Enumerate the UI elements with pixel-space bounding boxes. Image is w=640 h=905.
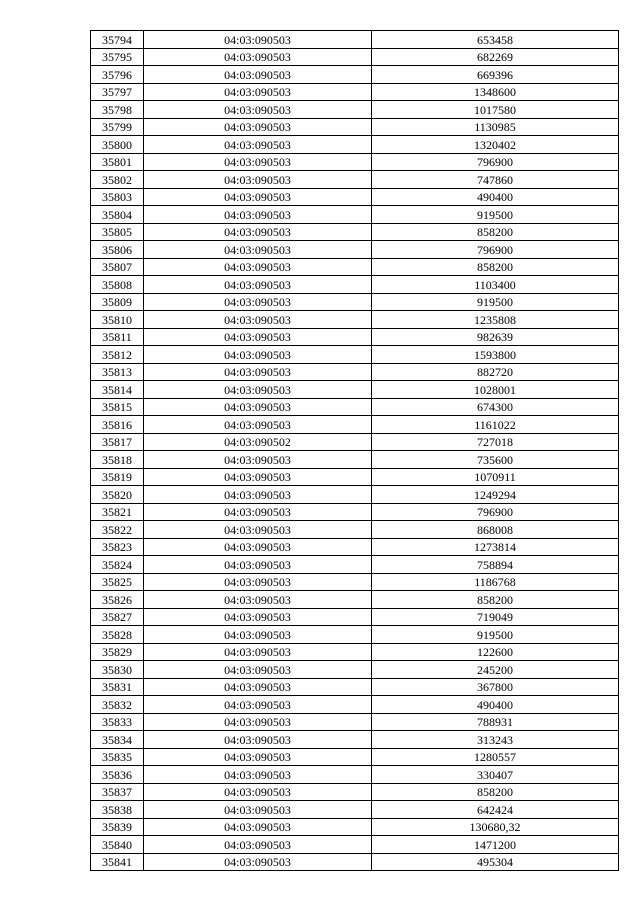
table-row (91, 451, 619, 469)
row-number-cell: 35816 (91, 416, 144, 434)
amount-cell: 490400 (372, 696, 619, 714)
table-row (91, 363, 619, 381)
row-number-cell: 35800 (91, 136, 144, 154)
amount-cell: 796900 (372, 153, 619, 171)
amount-cell: 882720 (372, 363, 619, 381)
code-cell: 04:03:090503 (144, 591, 372, 609)
table-row (91, 608, 619, 626)
amount-cell: 669396 (372, 66, 619, 84)
row-number-cell: 35836 (91, 766, 144, 784)
row-number-cell: 35797 (91, 83, 144, 101)
row-number-cell: 35802 (91, 171, 144, 189)
amount-cell: 495304 (372, 853, 619, 871)
table-row (91, 801, 619, 819)
table-row (91, 398, 619, 416)
row-number-cell: 35809 (91, 293, 144, 311)
code-cell: 04:03:090503 (144, 118, 372, 136)
code-cell: 04:03:090503 (144, 573, 372, 591)
table-row (91, 626, 619, 644)
amount-cell: 788931 (372, 713, 619, 731)
table-row (91, 31, 619, 49)
code-cell: 04:03:090503 (144, 661, 372, 679)
table-body (91, 31, 619, 871)
table-row (91, 836, 619, 854)
code-cell: 04:03:090503 (144, 276, 372, 294)
code-cell: 04:03:090503 (144, 241, 372, 259)
table-row (91, 853, 619, 871)
row-number-cell: 35837 (91, 783, 144, 801)
amount-cell: 796900 (372, 241, 619, 259)
code-cell: 04:03:090503 (144, 608, 372, 626)
code-cell: 04:03:090503 (144, 188, 372, 206)
table-row (91, 538, 619, 556)
row-number-cell: 35828 (91, 626, 144, 644)
table-row (91, 573, 619, 591)
row-number-cell: 35841 (91, 853, 144, 871)
table-row (91, 783, 619, 801)
amount-cell: 682269 (372, 48, 619, 66)
amount-cell: 130680,32 (372, 818, 619, 836)
code-cell: 04:03:090503 (144, 678, 372, 696)
amount-cell: 642424 (372, 801, 619, 819)
table-row (91, 153, 619, 171)
code-cell: 04:03:090503 (144, 818, 372, 836)
row-number-cell: 35814 (91, 381, 144, 399)
code-cell: 04:03:090503 (144, 346, 372, 364)
code-cell: 04:03:090503 (144, 556, 372, 574)
row-number-cell: 35808 (91, 276, 144, 294)
code-cell: 04:03:090503 (144, 223, 372, 241)
table-row (91, 591, 619, 609)
amount-cell: 735600 (372, 451, 619, 469)
table-row (91, 311, 619, 329)
row-number-cell: 35838 (91, 801, 144, 819)
row-number-cell: 35821 (91, 503, 144, 521)
amount-cell: 1320402 (372, 136, 619, 154)
data-table (90, 30, 619, 871)
row-number-cell: 35831 (91, 678, 144, 696)
row-number-cell: 35794 (91, 31, 144, 49)
code-cell: 04:03:090503 (144, 713, 372, 731)
code-cell: 04:03:090503 (144, 836, 372, 854)
amount-cell: 919500 (372, 206, 619, 224)
row-number-cell: 35824 (91, 556, 144, 574)
row-number-cell: 35834 (91, 731, 144, 749)
amount-cell: 490400 (372, 188, 619, 206)
row-number-cell: 35835 (91, 748, 144, 766)
table-row (91, 328, 619, 346)
amount-cell: 919500 (372, 293, 619, 311)
code-cell: 04:03:090503 (144, 31, 372, 49)
row-number-cell: 35805 (91, 223, 144, 241)
table-row (91, 521, 619, 539)
table-row (91, 346, 619, 364)
row-number-cell: 35812 (91, 346, 144, 364)
row-number-cell: 35799 (91, 118, 144, 136)
table-row (91, 223, 619, 241)
row-number-cell: 35813 (91, 363, 144, 381)
code-cell: 04:03:090503 (144, 311, 372, 329)
code-cell: 04:03:090503 (144, 101, 372, 119)
amount-cell: 674300 (372, 398, 619, 416)
code-cell: 04:03:090503 (144, 766, 372, 784)
table-row (91, 276, 619, 294)
amount-cell: 1235808 (372, 311, 619, 329)
row-number-cell: 35807 (91, 258, 144, 276)
table-row (91, 766, 619, 784)
row-number-cell: 35827 (91, 608, 144, 626)
amount-cell: 245200 (372, 661, 619, 679)
code-cell: 04:03:090503 (144, 363, 372, 381)
code-cell: 04:03:090503 (144, 258, 372, 276)
table-row (91, 731, 619, 749)
table-row (91, 416, 619, 434)
amount-cell: 313243 (372, 731, 619, 749)
amount-cell: 1471200 (372, 836, 619, 854)
row-number-cell: 35801 (91, 153, 144, 171)
table-row (91, 188, 619, 206)
amount-cell: 1103400 (372, 276, 619, 294)
row-number-cell: 35819 (91, 468, 144, 486)
amount-cell: 982639 (372, 328, 619, 346)
amount-cell: 758894 (372, 556, 619, 574)
row-number-cell: 35817 (91, 433, 144, 451)
code-cell: 04:03:090503 (144, 381, 372, 399)
amount-cell: 1028001 (372, 381, 619, 399)
table-row (91, 66, 619, 84)
code-cell: 04:03:090503 (144, 521, 372, 539)
table-row (91, 556, 619, 574)
code-cell: 04:03:090503 (144, 451, 372, 469)
code-cell: 04:03:090503 (144, 486, 372, 504)
row-number-cell: 35833 (91, 713, 144, 731)
row-number-cell: 35822 (91, 521, 144, 539)
code-cell: 04:03:090503 (144, 48, 372, 66)
table-row (91, 241, 619, 259)
code-cell: 04:03:090503 (144, 643, 372, 661)
amount-cell: 1280557 (372, 748, 619, 766)
amount-cell: 122600 (372, 643, 619, 661)
row-number-cell: 35811 (91, 328, 144, 346)
amount-cell: 919500 (372, 626, 619, 644)
code-cell: 04:03:090503 (144, 626, 372, 644)
row-number-cell: 35826 (91, 591, 144, 609)
table-row (91, 171, 619, 189)
code-cell: 04:03:090503 (144, 66, 372, 84)
amount-cell: 1070911 (372, 468, 619, 486)
table-row (91, 433, 619, 451)
row-number-cell: 35795 (91, 48, 144, 66)
code-cell: 04:03:090503 (144, 83, 372, 101)
row-number-cell: 35796 (91, 66, 144, 84)
code-cell: 04:03:090503 (144, 328, 372, 346)
amount-cell: 719049 (372, 608, 619, 626)
table-row (91, 678, 619, 696)
row-number-cell: 35815 (91, 398, 144, 416)
code-cell: 04:03:090503 (144, 171, 372, 189)
amount-cell: 796900 (372, 503, 619, 521)
row-number-cell: 35810 (91, 311, 144, 329)
code-cell: 04:03:090503 (144, 398, 372, 416)
row-number-cell: 35829 (91, 643, 144, 661)
row-number-cell: 35840 (91, 836, 144, 854)
amount-cell: 858200 (372, 223, 619, 241)
amount-cell: 1161022 (372, 416, 619, 434)
code-cell: 04:03:090503 (144, 136, 372, 154)
code-cell: 04:03:090503 (144, 468, 372, 486)
amount-cell: 858200 (372, 783, 619, 801)
amount-cell: 747860 (372, 171, 619, 189)
amount-cell: 868008 (372, 521, 619, 539)
amount-cell: 1273814 (372, 538, 619, 556)
amount-cell: 1348600 (372, 83, 619, 101)
table-row (91, 643, 619, 661)
row-number-cell: 35803 (91, 188, 144, 206)
code-cell: 04:03:090503 (144, 293, 372, 311)
amount-cell: 858200 (372, 258, 619, 276)
row-number-cell: 35832 (91, 696, 144, 714)
table-row (91, 258, 619, 276)
row-number-cell: 35818 (91, 451, 144, 469)
table-row (91, 101, 619, 119)
row-number-cell: 35839 (91, 818, 144, 836)
table-row (91, 818, 619, 836)
table-row (91, 136, 619, 154)
amount-cell: 858200 (372, 591, 619, 609)
table-row (91, 486, 619, 504)
table-row (91, 696, 619, 714)
row-number-cell: 35806 (91, 241, 144, 259)
amount-cell: 1017580 (372, 101, 619, 119)
amount-cell: 653458 (372, 31, 619, 49)
amount-cell: 367800 (372, 678, 619, 696)
table-row (91, 48, 619, 66)
code-cell: 04:03:090502 (144, 433, 372, 451)
code-cell: 04:03:090503 (144, 503, 372, 521)
row-number-cell: 35830 (91, 661, 144, 679)
amount-cell: 1186768 (372, 573, 619, 591)
code-cell: 04:03:090503 (144, 538, 372, 556)
amount-cell: 1130985 (372, 118, 619, 136)
amount-cell: 1593800 (372, 346, 619, 364)
code-cell: 04:03:090503 (144, 731, 372, 749)
table-row (91, 118, 619, 136)
code-cell: 04:03:090503 (144, 206, 372, 224)
row-number-cell: 35820 (91, 486, 144, 504)
table-row (91, 381, 619, 399)
table-row (91, 206, 619, 224)
table-row (91, 468, 619, 486)
code-cell: 04:03:090503 (144, 783, 372, 801)
code-cell: 04:03:090503 (144, 748, 372, 766)
code-cell: 04:03:090503 (144, 801, 372, 819)
row-number-cell: 35823 (91, 538, 144, 556)
code-cell: 04:03:090503 (144, 853, 372, 871)
amount-cell: 727018 (372, 433, 619, 451)
row-number-cell: 35798 (91, 101, 144, 119)
amount-cell: 330407 (372, 766, 619, 784)
code-cell: 04:03:090503 (144, 153, 372, 171)
table-row (91, 83, 619, 101)
row-number-cell: 35804 (91, 206, 144, 224)
row-number-cell: 35825 (91, 573, 144, 591)
code-cell: 04:03:090503 (144, 416, 372, 434)
table-row (91, 503, 619, 521)
table-row (91, 713, 619, 731)
table-row (91, 748, 619, 766)
code-cell: 04:03:090503 (144, 696, 372, 714)
table-row (91, 661, 619, 679)
amount-cell: 1249294 (372, 486, 619, 504)
table-row (91, 293, 619, 311)
